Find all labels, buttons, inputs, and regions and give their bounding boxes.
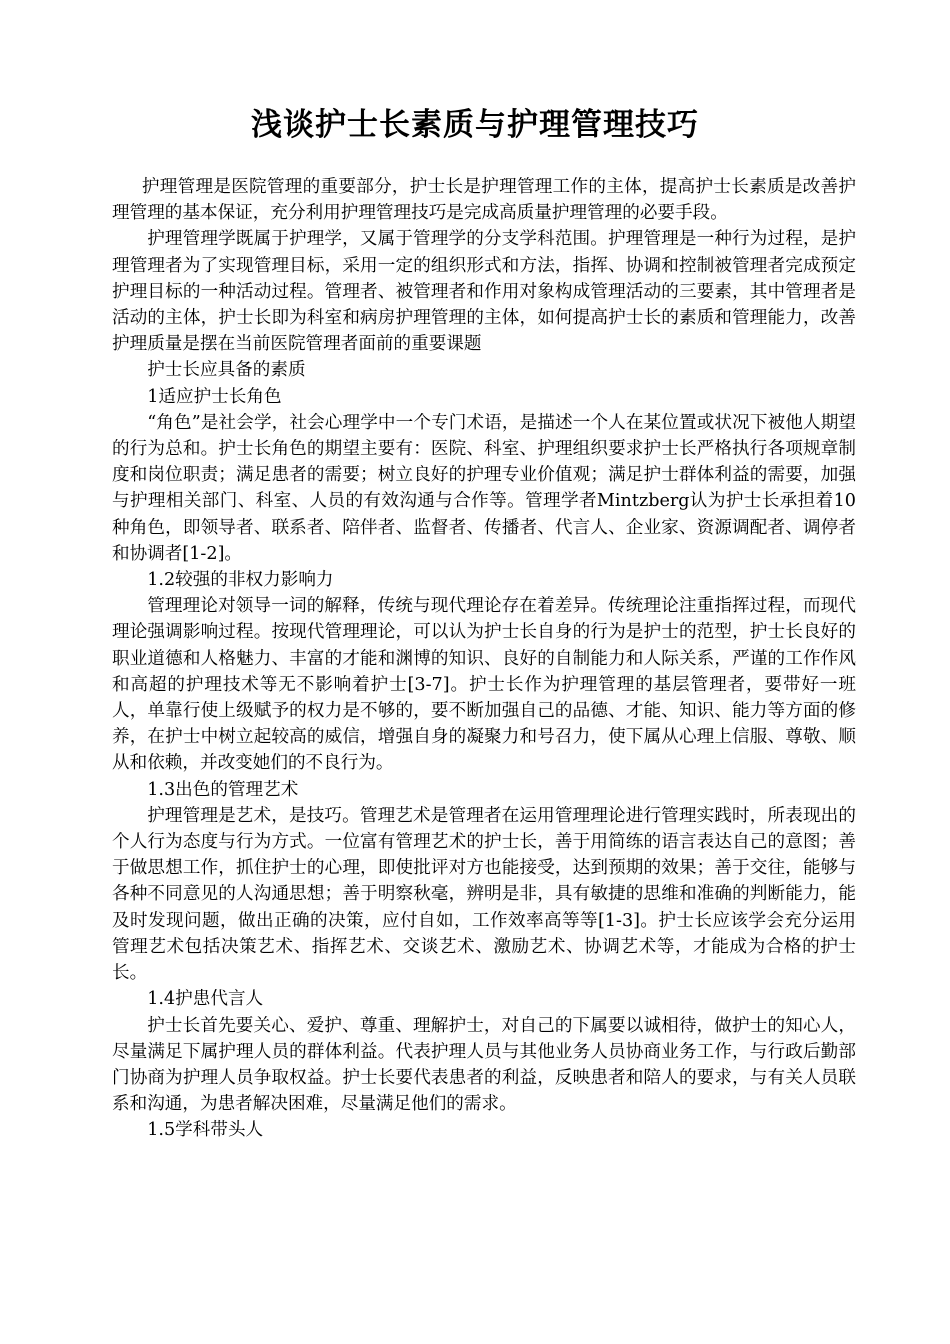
subsection-heading: 1.2较强的非权力影响力 [147,570,334,591]
document-title: 浅谈护士长素质与护理管理技巧 [251,107,699,143]
body-paragraph: “角色”是社会学，社会心理学中一个专门术语，是描述一个人在某位置或状况下被他人期望的行为总和。护士长角色的期望主要有：医院、科室、护理组织要求护士长严格执行各项规章制度和岗位职责；满足患者的需要；树立良好的护理专业价值观；满足护士群体利益的需要，加强与护理相关部门、科室、人员的有效沟通与合作等。管理学者Mintzberg认为护士长承担着10种角色，即领导者、联系者、陪伴者、监督者、传播者、代言人、企业家、资源调配者、调停者和协调者[1-2]。 [112,412,856,564]
body-paragraph: 护理管理是艺术，是技巧。管理艺术是管理者在运用管理理论进行管理实践时，所表现出的个人行为态度与行为方式。一位富有管理艺术的护士长，善于用简练的语言表达自己的意图；善于做思想工作，抓住护士的心理，即使批评对方也能接受，达到预期的效果；善于交往，能够与各种不同意见的人沟通思想；善于明察秋毫，辨明是非，具有敏捷的思维和准确的判断能力，能及时发现问题，做出正确的决策，应付自如，工作效率高等等[1-3]。护士长应该学会充分运用管理艺术包括决策艺术、指挥艺术、交谈艺术、激励艺术、协调艺术等，才能成为合格的护士长。 [112,805,856,984]
subsection-heading: 1.5学科带头人 [147,1120,264,1141]
section-heading: 护士长应具备的素质 [147,360,306,381]
subsection-heading: 1适应护士长角色 [147,386,282,407]
body-paragraph: 护士长首先要关心、爱护、尊重、理解护士，对自己的下属要以诚相待，做护士的知心人，尽量满足下属护理人员的群体利益。代表护理人员与其他业务人员协商业务工作，与行政后勤部门协商为护理人员争取权益。护士长要代表患者的利益，反映患者和陪人的要求，与有关人员联系和沟通，为患者解决困难，尽量满足他们的需求。 [112,1015,856,1115]
subsection-heading: 1.4护患代言人 [147,989,264,1010]
document-body [112,174,856,1144]
subsection-heading: 1.3出色的管理艺术 [147,779,299,800]
intro-paragraph: 护理管理是医院管理的重要部分，护士长是护理管理工作的主体，提高护士长素质是改善护理管理的基本保证，充分利用护理管理技巧是完成高质量护理管理的必要手段。 [112,177,856,224]
body-paragraph: 护理管理学既属于护理学，又属于管理学的分支学科范围。护理管理是一种行为过程，是护理管理者为了实现管理目标，采用一定的组织形式和方法，指挥、协调和控制被管理者完成预定护理目标的一种活动过程。管理者、被管理者和作用对象构成管理活动的三要素，其中管理者是活动的主体，护士长即为科室和病房护理管理的主体，如何提高护士长的素质和管理能力，改善护理质量是摆在当前医院管理者面前的重要课题 [112,229,856,355]
body-paragraph: 管理理论对领导一词的解释，传统与现代理论存在着差异。传统理论注重指挥过程，而现代理论强调影响过程。按现代管理理论，可以认为护士长自身的行为是护士的范型，护士长良好的职业道德和人格魅力、丰富的才能和渊博的知识、良好的自制能力和人际关系，严谨的工作作风和高超的护理技术等无不影响着护士[3-7]。护士长作为护理管理的基层管理者，要带好一班人，单靠行使上级赋予的权力是不够的，要不断加强自己的品德、才能、知识、能力等方面的修养，在护士中树立起较高的威信，增强自身的凝聚力和号召力，使下属从心理上信服、尊敬、顺从和依赖，并改变她们的不良行为。 [112,596,856,774]
